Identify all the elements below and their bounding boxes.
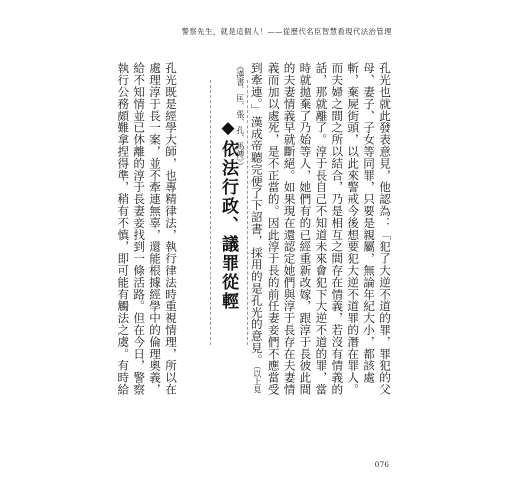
paragraph-2: 孔光既是經學大師，也專精律法，執行律法時重視情理，所以在處理淳于長一案，並不牽連無辜，還能根據經學中的倫理奧義，給不知情並已休離的淳于長妻妾找到一條活路。但在今日，警察執行公務頗難拿捏得準，稍有不慎，即可能有觸法之虞。有時給 [116,62,178,396]
running-header: 警察先生，就是這個人！——從歷代名臣智慧看現代法治管理 [181,27,392,36]
section-heading: ◆依法行政、議罪從輕 [218,118,238,311]
page-number: 076 [374,460,389,469]
paragraph-1-text: 孔光也就此發表意見，他認為：「犯了大逆不道的罪，罪犯的父母、妻子、子女等同罪，只要是親屬，無論年紀大小，都該處斬，棄屍街頭，以此來警戒今後想要犯大逆不道罪的潛在罪人。而夫婦之間之所以結合，乃是相互之間存在情義，若沒有情義的話，那就離了。淳于長自己不知道未來會犯下大逆不道的罪，當時就拋棄了乃始等人，她們有的已經重新改嫁，跟淳于長彼此間的夫妻情義早就斷絕。如果現在還認定她們與淳于長存在夫妻情義而加以處死，是不正當的。因此淳于長的前任妻妾們不應當受到牽連。」漢成帝聽完便了下詔書，採用的是孔光的意見。 [249,62,392,396]
paragraph-1 [226,62,392,407]
citation: （以上見《漢書．匡、張、孔、馬傳》） [235,62,262,394]
